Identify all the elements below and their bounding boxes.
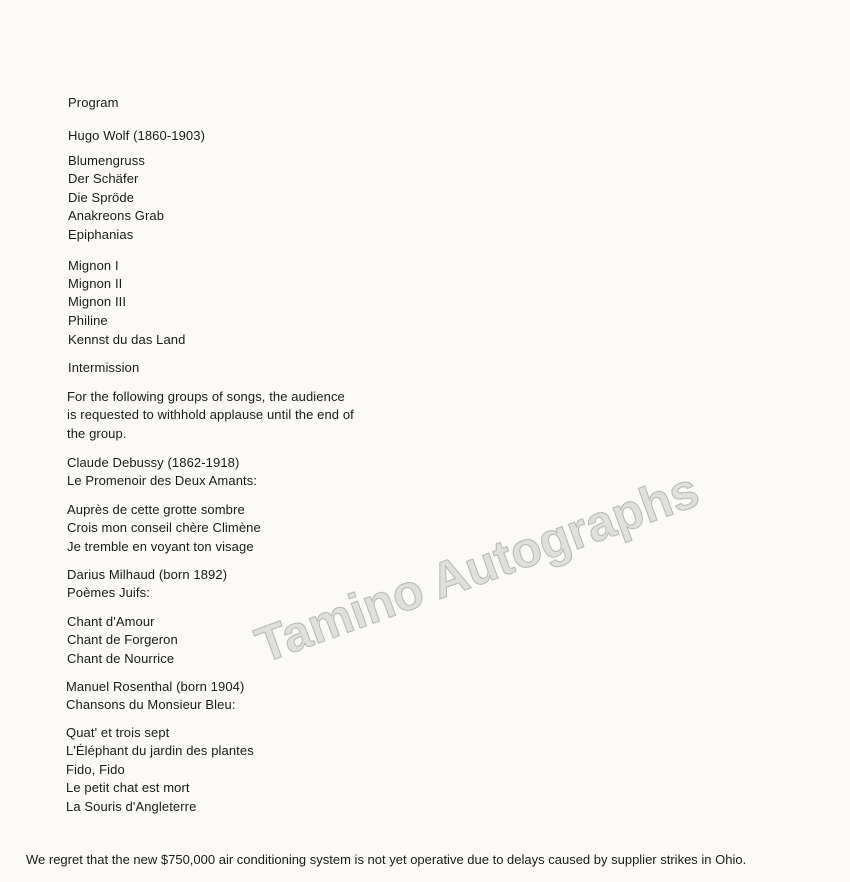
song-title: Kennst du das Land: [68, 332, 186, 347]
song-title: Quat' et trois sept: [66, 725, 170, 740]
song-title: Anakreons Grab: [68, 208, 165, 223]
audience-notice-line: For the following groups of songs, the audience: [67, 389, 345, 404]
song-title: Chant de Forgeron: [67, 632, 178, 647]
song-title: Chant de Nourrice: [67, 651, 175, 666]
composer-rosenthal: Manuel Rosenthal (born 1904): [66, 679, 245, 694]
intermission-label: Intermission: [68, 360, 140, 375]
audience-notice-line: the group.: [67, 426, 127, 441]
watermark: Tamino Autographs: [248, 461, 707, 674]
song-title: L'Éléphant du jardin des plantes: [66, 743, 254, 758]
song-title: Je tremble en voyant ton visage: [67, 539, 254, 554]
air-conditioning-notice: We regret that the new $750,000 air conditioning system is not yet operative due to delays caused by supplier strikes in Ohio.: [26, 852, 747, 867]
song-title: Mignon II: [68, 276, 123, 291]
cycle-title: Poèmes Juifs:: [67, 585, 150, 600]
song-title: Chant d'Amour: [67, 614, 155, 629]
song-title: Auprès de cette grotte sombre: [67, 502, 245, 517]
composer-wolf: Hugo Wolf (1860-1903): [68, 128, 205, 143]
composer-milhaud: Darius Milhaud (born 1892): [67, 567, 228, 582]
program-heading: Program: [68, 95, 119, 110]
audience-notice-line: is requested to withhold applause until the end of: [67, 407, 354, 422]
cycle-title: Chansons du Monsieur Bleu:: [66, 697, 236, 712]
cycle-title: Le Promenoir des Deux Amants:: [67, 473, 258, 488]
song-title: Die Spröde: [68, 190, 135, 205]
song-title: Le petit chat est mort: [66, 780, 190, 795]
song-title: La Souris d'Angleterre: [66, 799, 197, 814]
song-title: Philine: [68, 313, 108, 328]
song-title: Fido, Fido: [66, 762, 125, 777]
composer-debussy: Claude Debussy (1862-1918): [67, 455, 240, 470]
song-title: Der Schäfer: [68, 171, 139, 186]
song-title: Mignon III: [68, 294, 127, 309]
song-title: Epiphanias: [68, 227, 134, 242]
song-title: Mignon I: [68, 258, 119, 273]
song-title: Blumengruss: [68, 153, 145, 168]
song-title: Crois mon conseil chère Climène: [67, 520, 261, 535]
